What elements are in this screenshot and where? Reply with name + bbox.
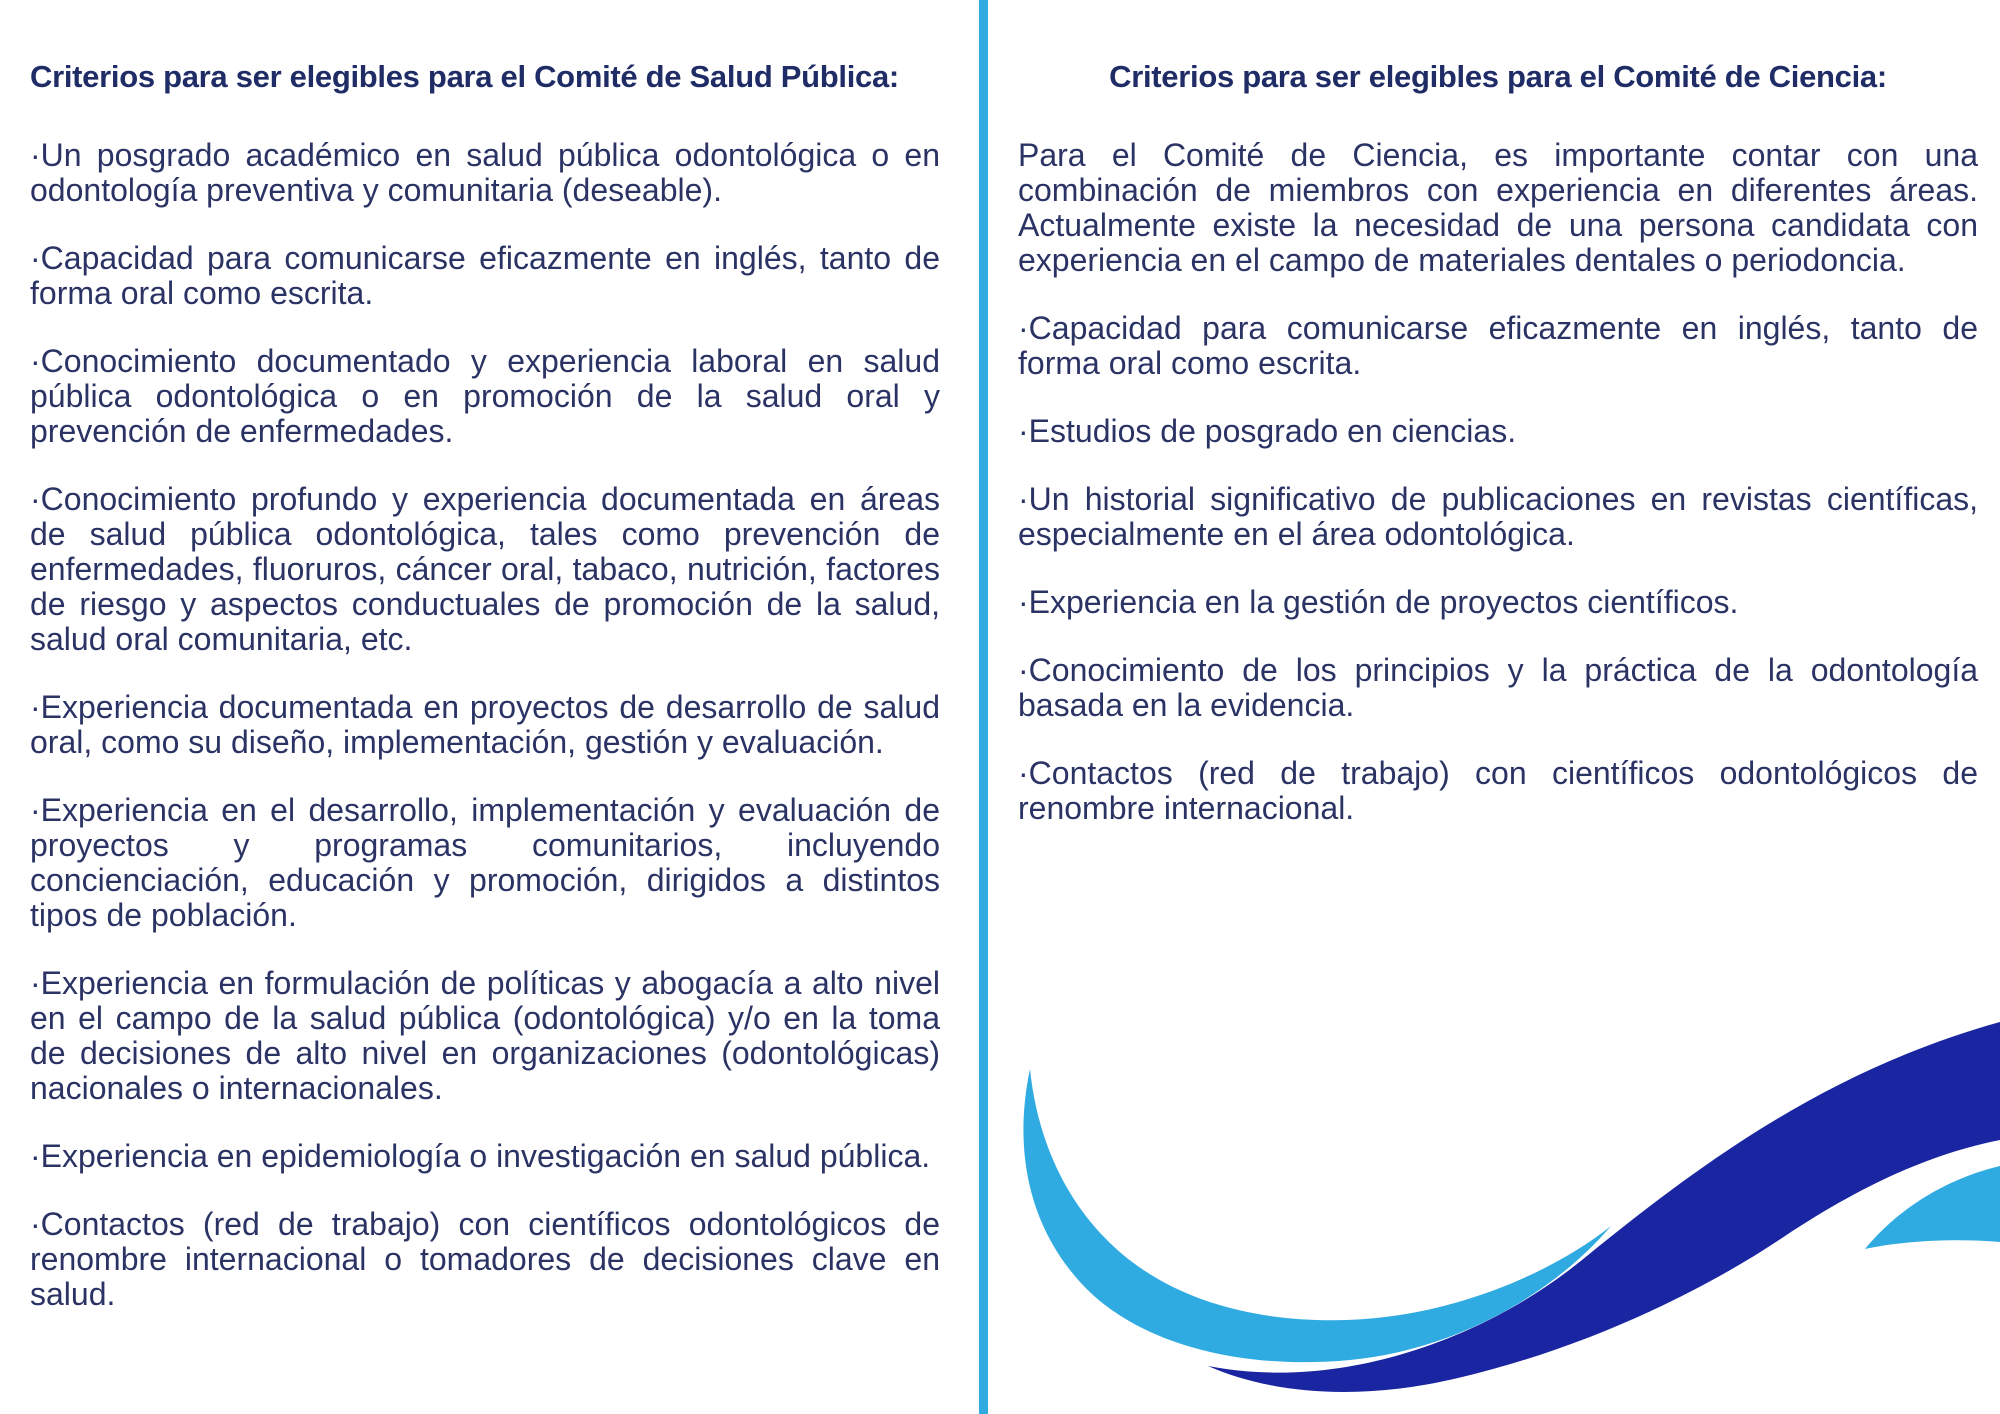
criteria-item: ·Experiencia en la gestión de proyectos científicos. [1018,584,1739,620]
science-criteria-list [1018,311,1978,826]
criteria-item: ·Conocimiento profundo y experiencia documentada en áreas de salud pública odontológica, tales como prevención de enfermedades, fluoruros, cáncer oral, tabaco, nutrición, factores de riesgo y aspectos conductuales de promoción de la salud, salud oral comunitaria, etc. [30,481,940,657]
criteria-item: ·Experiencia documentada en proyectos de desarrollo de salud oral, como su diseño, implementación, gestión y evaluación. [30,689,940,760]
criteria-item: ·Conocimiento documentado y experiencia laboral en salud pública odontológica o en promoción de la salud oral y prevención de enfermedades. [30,343,940,449]
criteria-item: ·Capacidad para comunicarse eficazmente en inglés, tanto de forma oral como escrita. [30,240,940,311]
criteria-item: ·Experiencia en el desarrollo, implementación y evaluación de proyectos y programas comunitarios, incluyendo concienciación, educación y promoción, dirigidos a distintos tipos de población. [30,792,940,933]
criteria-item: ·Capacidad para comunicarse eficazmente en inglés, tanto de forma oral como escrita. [1018,310,1978,381]
science-committee-column [1018,0,1978,859]
criteria-item: ·Un historial significativo de publicaciones en revistas científicas, especialmente en el área odontológica. [1018,481,1978,552]
science-committee-intro: Para el Comité de Ciencia, es importante contar con una combinación de miembros con experiencia en diferentes áreas. Actualmente existe la necesidad de una persona candidata con experiencia en el campo de materiales dentales o periodoncia. [1018,137,1978,278]
wave-graphic [790,1000,2000,1414]
criteria-item: ·Contactos (red de trabajo) con científicos odontológicos de renombre internacional o tomadores de decisiones clave en salud. [30,1206,940,1312]
criteria-item: ·Un posgrado académico en salud pública odontológica o en odontología preventiva y comunitaria (deseable). [30,137,940,208]
criteria-item: ·Experiencia en epidemiología o investigación en salud pública. [30,1138,931,1174]
criteria-item: ·Contactos (red de trabajo) con científicos odontológicos de renombre internacional. [1018,755,1978,826]
wave-svg [790,1000,2000,1414]
public-health-committee-heading: Criterios para ser elegibles para el Comité de Salud Pública: [30,59,899,94]
criteria-item: ·Estudios de posgrado en ciencias. [1018,413,1517,449]
science-committee-heading: Criterios para ser elegibles para el Comité de Ciencia: [1109,59,1887,94]
criteria-item: ·Conocimiento de los principios y la práctica de la odontología basada en la evidencia. [1018,652,1978,723]
criteria-item: ·Experiencia en formulación de políticas y abogacía a alto nivel en el campo de la salud pública (odontológica) y/o en la toma de decisiones de alto nivel en organizaciones (odontológicas) nacionales o internacionales. [30,965,940,1106]
